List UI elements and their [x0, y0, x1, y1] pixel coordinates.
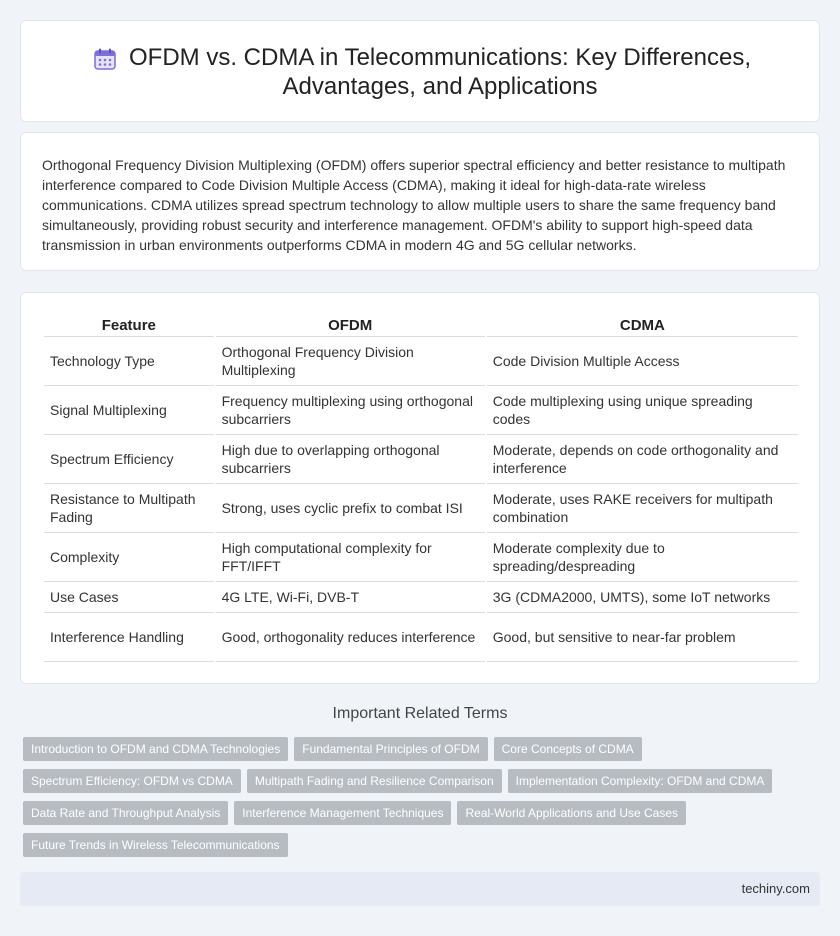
table-header-row [44, 315, 798, 337]
feature-cell: Resistance to Multipath Fading [44, 484, 214, 533]
cdma-cell: Moderate complexity due to spreading/despreading [487, 533, 798, 582]
related-term-tag[interactable]: Multipath Fading and Resilience Comparison [247, 769, 502, 793]
table-row [44, 484, 798, 533]
cdma-cell: Good, but sensitive to near-far problem [487, 613, 798, 662]
table-row [44, 435, 798, 484]
related-term-tag[interactable]: Interference Management Techniques [234, 801, 451, 825]
related-term-tag[interactable]: Fundamental Principles of OFDM [294, 737, 487, 761]
ofdm-cell: Strong, uses cyclic prefix to combat ISI [216, 484, 485, 533]
related-term-tag[interactable]: Spectrum Efficiency: OFDM vs CDMA [23, 769, 241, 793]
table-row [44, 337, 798, 386]
ofdm-cell: Good, orthogonality reduces interference [216, 613, 485, 662]
ofdm-cell: 4G LTE, Wi-Fi, DVB-T [216, 582, 485, 613]
ofdm-cell: High due to overlapping orthogonal subcarriers [216, 435, 485, 484]
footer [20, 872, 820, 906]
ofdm-cell: Frequency multiplexing using orthogonal subcarriers [216, 386, 485, 435]
feature-cell: Use Cases [44, 582, 214, 613]
feature-cell: Technology Type [44, 337, 214, 386]
related-term-tag[interactable]: Introduction to OFDM and CDMA Technologies [23, 737, 288, 761]
ofdm-cell: High computational complexity for FFT/IFFT [216, 533, 485, 582]
intro-card [20, 132, 820, 271]
comparison-table [42, 315, 800, 662]
feature-cell: Signal Multiplexing [44, 386, 214, 435]
page-title: OFDM vs. CDMA in Telecommunications: Key Differences, Advantages, and Applications [129, 44, 751, 100]
related-terms-heading: Important Related Terms [332, 705, 508, 722]
cdma-cell: Moderate, uses RAKE receivers for multipath combination [487, 484, 798, 533]
feature-cell: Interference Handling [44, 613, 214, 662]
cdma-cell: Code Division Multiple Access [487, 337, 798, 386]
title-wrap [81, 43, 759, 101]
cdma-cell: 3G (CDMA2000, UMTS), some IoT networks [487, 582, 798, 613]
feature-cell: Complexity [44, 533, 214, 582]
table-row [44, 386, 798, 435]
header-card [20, 20, 820, 122]
comparison-card [20, 292, 820, 684]
table-row [44, 533, 798, 582]
related-term-tag[interactable]: Implementation Complexity: OFDM and CDMA [508, 769, 773, 793]
feature-cell: Spectrum Efficiency [44, 435, 214, 484]
related-term-tag[interactable]: Future Trends in Wireless Telecommunications [23, 833, 288, 857]
column-header-feature: Feature [44, 315, 214, 337]
related-term-tag[interactable]: Core Concepts of CDMA [494, 737, 642, 761]
table-row [44, 582, 798, 613]
cdma-cell: Code multiplexing using unique spreading codes [487, 386, 798, 435]
cdma-cell: Moderate, depends on code orthogonality and interference [487, 435, 798, 484]
column-header-cdma: CDMA [487, 315, 798, 337]
calendar-icon [93, 47, 117, 71]
related-term-tag[interactable]: Data Rate and Throughput Analysis [23, 801, 228, 825]
ofdm-cell: Orthogonal Frequency Division Multiplexing [216, 337, 485, 386]
table-row [44, 613, 798, 662]
footer-site-link[interactable]: techiny.com [741, 881, 810, 896]
related-term-tag[interactable]: Real-World Applications and Use Cases [457, 801, 686, 825]
column-header-ofdm: OFDM [216, 315, 485, 337]
intro-paragraph: Orthogonal Frequency Division Multiplexing (OFDM) offers superior spectral efficiency and better resistance to multipath interference compared to Code Division Multiple Access (CDMA), making it ideal for high-data-rate wireless communications. CDMA utilizes spread spectrum technology to allow multiple users to share the same frequency band simultaneously, providing robust security and interference management. OFDM's ability to support high-speed data transmission in urban environments outperforms CDMA in modern 4G and 5G cellular networks. [42, 157, 786, 253]
related-terms-list [23, 737, 783, 857]
